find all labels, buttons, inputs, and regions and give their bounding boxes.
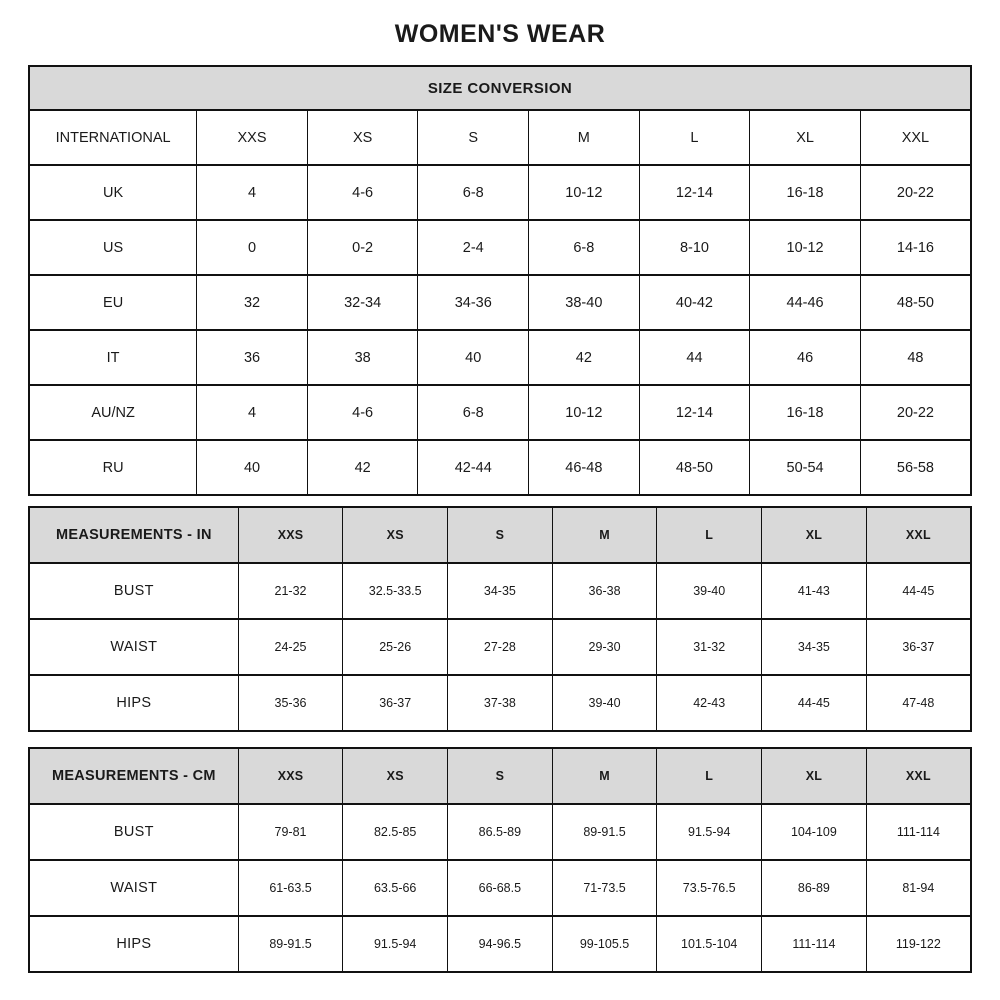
table-cell: 99-105.5 (552, 916, 657, 972)
table-cell: 48-50 (860, 275, 971, 330)
table-row (29, 748, 971, 804)
table-cell: 47-48 (866, 675, 971, 731)
table-cell: 0 (197, 220, 308, 275)
column-header: M (529, 110, 640, 165)
table-cell: 91.5-94 (657, 804, 762, 860)
table-cell: 10-12 (529, 385, 640, 440)
table-row (29, 220, 971, 275)
table-row (29, 675, 971, 731)
table-title-cell: MEASUREMENTS - IN (29, 507, 238, 563)
size-conversion-table (28, 65, 972, 496)
table-cell: 4 (197, 165, 308, 220)
table-cell: 79-81 (238, 804, 343, 860)
table-cell: 42 (307, 440, 418, 495)
table-cell: 4 (197, 385, 308, 440)
row-label: AU/NZ (29, 385, 197, 440)
row-label: RU (29, 440, 197, 495)
table-cell: 36-37 (866, 619, 971, 675)
table-cell: 34-36 (418, 275, 529, 330)
table-cell: 44-45 (762, 675, 867, 731)
size-conversion-banner: SIZE CONVERSION (29, 66, 971, 110)
table-cell: 89-91.5 (238, 916, 343, 972)
table-row (29, 165, 971, 220)
table-cell: 29-30 (552, 619, 657, 675)
table-cell: 31-32 (657, 619, 762, 675)
column-header: XL (762, 748, 867, 804)
row-label: EU (29, 275, 197, 330)
table-cell: 63.5-66 (343, 860, 448, 916)
column-header: XL (750, 110, 861, 165)
table-cell: 0-2 (307, 220, 418, 275)
column-header: L (657, 748, 762, 804)
row-label: IT (29, 330, 197, 385)
table-cell: 39-40 (552, 675, 657, 731)
row-label: WAIST (29, 860, 238, 916)
row-label: WAIST (29, 619, 238, 675)
row-label: HIPS (29, 916, 238, 972)
table-cell: 16-18 (750, 165, 861, 220)
column-header: S (418, 110, 529, 165)
table-cell: 35-36 (238, 675, 343, 731)
table-cell: 32.5-33.5 (343, 563, 448, 619)
column-header: XXL (866, 507, 971, 563)
table-cell: 42 (529, 330, 640, 385)
table-cell: 36-38 (552, 563, 657, 619)
column-header: L (639, 110, 750, 165)
table-cell: 42-44 (418, 440, 529, 495)
column-header: XXL (860, 110, 971, 165)
page-title: WOMEN'S WEAR (394, 20, 606, 48)
column-header: XS (307, 110, 418, 165)
table-cell: 86.5-89 (448, 804, 553, 860)
table-cell: 104-109 (762, 804, 867, 860)
table-cell: 41-43 (762, 563, 867, 619)
table-cell: 46 (750, 330, 861, 385)
table-cell: 20-22 (860, 385, 971, 440)
table-row (29, 507, 971, 563)
table-cell: 32-34 (307, 275, 418, 330)
table-cell: 81-94 (866, 860, 971, 916)
table-cell: 48 (860, 330, 971, 385)
table-row (29, 916, 971, 972)
table-cell: 32 (197, 275, 308, 330)
table-header-row (29, 66, 971, 110)
table-cell: 39-40 (657, 563, 762, 619)
column-header: XXS (238, 748, 343, 804)
table-cell: 44 (639, 330, 750, 385)
table-row (29, 619, 971, 675)
column-header: S (448, 748, 553, 804)
row-label: HIPS (29, 675, 238, 731)
table-row (29, 804, 971, 860)
table-cell: 91.5-94 (343, 916, 448, 972)
table-cell: 50-54 (750, 440, 861, 495)
table-cell: 34-35 (762, 619, 867, 675)
table-cell: 38 (307, 330, 418, 385)
table-row (29, 275, 971, 330)
table-cell: 20-22 (860, 165, 971, 220)
column-header: S (448, 507, 553, 563)
row-label: UK (29, 165, 197, 220)
measurements-in-table (28, 506, 972, 732)
table-title-cell: MEASUREMENTS - CM (29, 748, 238, 804)
table-cell: 44-46 (750, 275, 861, 330)
column-header: XXS (238, 507, 343, 563)
table-cell: 40 (197, 440, 308, 495)
table-cell: 38-40 (529, 275, 640, 330)
table-cell: 36-37 (343, 675, 448, 731)
table-cell: 8-10 (639, 220, 750, 275)
table-cell: 2-4 (418, 220, 529, 275)
table-cell: 24-25 (238, 619, 343, 675)
table-cell: 119-122 (866, 916, 971, 972)
column-header: XS (343, 748, 448, 804)
table-cell: 42-43 (657, 675, 762, 731)
table-cell: 46-48 (529, 440, 640, 495)
column-header: L (657, 507, 762, 563)
table-cell: 61-63.5 (238, 860, 343, 916)
table-cell: 56-58 (860, 440, 971, 495)
column-header: XXS (197, 110, 308, 165)
table-cell: 14-16 (860, 220, 971, 275)
table-row (29, 110, 971, 165)
table-cell: 40 (418, 330, 529, 385)
column-header: M (552, 507, 657, 563)
table-cell: 25-26 (343, 619, 448, 675)
table-cell: 34-35 (448, 563, 553, 619)
table-cell: 6-8 (418, 385, 529, 440)
table-cell: 36 (197, 330, 308, 385)
table-cell: 94-96.5 (448, 916, 553, 972)
table-cell: 111-114 (866, 804, 971, 860)
table-cell: 86-89 (762, 860, 867, 916)
table-cell: 101.5-104 (657, 916, 762, 972)
table-cell: 16-18 (750, 385, 861, 440)
table-cell: 82.5-85 (343, 804, 448, 860)
column-header: XS (343, 507, 448, 563)
table-cell: 89-91.5 (552, 804, 657, 860)
table-cell: 111-114 (762, 916, 867, 972)
row-label: BUST (29, 563, 238, 619)
column-header: XXL (866, 748, 971, 804)
table-row (29, 860, 971, 916)
measurements-cm-table (28, 747, 972, 973)
table-cell: 71-73.5 (552, 860, 657, 916)
table-cell: 48-50 (639, 440, 750, 495)
table-cell: 27-28 (448, 619, 553, 675)
table-cell: 4-6 (307, 165, 418, 220)
table-cell: 6-8 (418, 165, 529, 220)
column-header-label: INTERNATIONAL (29, 110, 197, 165)
column-header: XL (762, 507, 867, 563)
table-cell: 12-14 (639, 165, 750, 220)
table-cell: 4-6 (307, 385, 418, 440)
table-cell: 10-12 (750, 220, 861, 275)
table-cell: 44-45 (866, 563, 971, 619)
table-cell: 73.5-76.5 (657, 860, 762, 916)
table-cell: 12-14 (639, 385, 750, 440)
table-cell: 10-12 (529, 165, 640, 220)
table-row (29, 440, 971, 495)
table-row (29, 563, 971, 619)
table-row (29, 330, 971, 385)
row-label: BUST (29, 804, 238, 860)
row-label: US (29, 220, 197, 275)
table-cell: 6-8 (529, 220, 640, 275)
table-cell: 66-68.5 (448, 860, 553, 916)
table-cell: 40-42 (639, 275, 750, 330)
table-cell: 37-38 (448, 675, 553, 731)
table-cell: 21-32 (238, 563, 343, 619)
column-header: M (552, 748, 657, 804)
table-row (29, 385, 971, 440)
